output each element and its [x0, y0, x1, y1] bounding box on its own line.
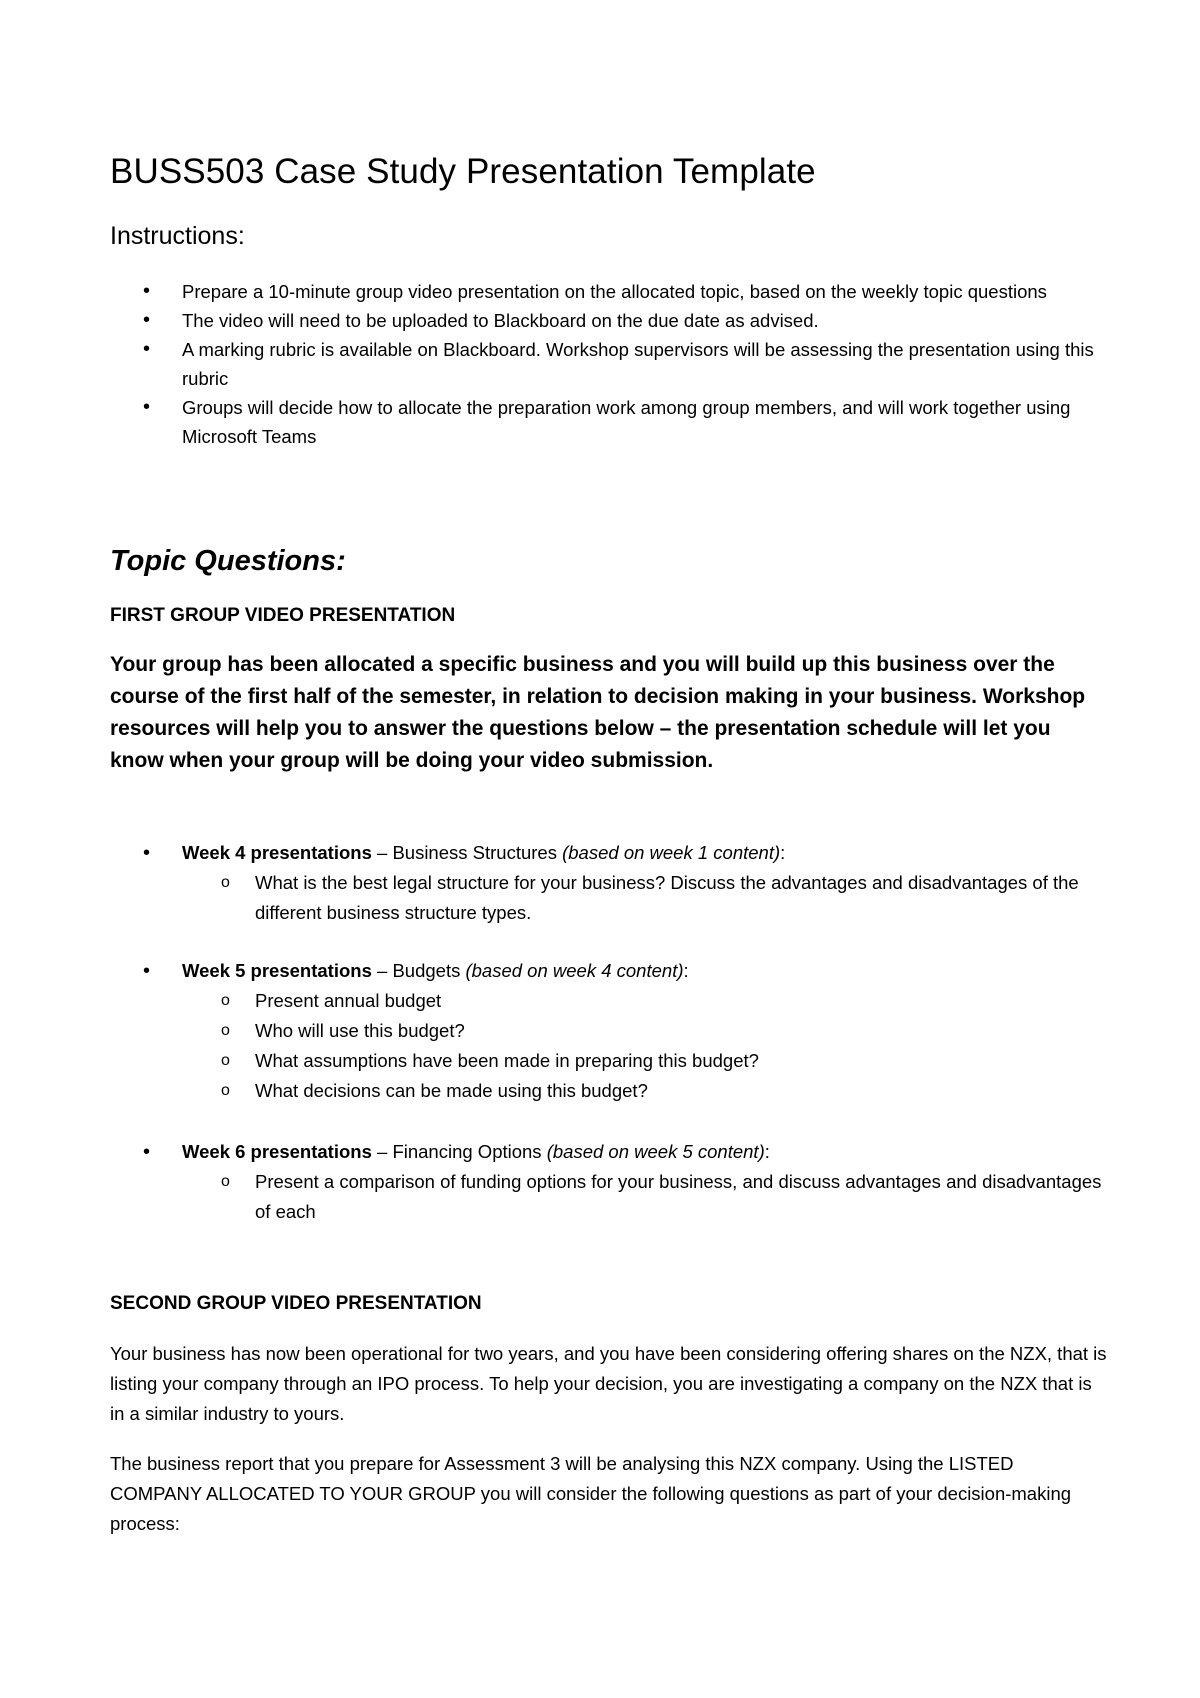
second-presentation-paragraph-2: The business report that you prepare for Assessment 3 will be analysing this NZX company. Using the LISTED COMPANY ALLOCATED TO YOUR GROUP you will consider the following questions as part of your decision-making process: — [110, 1453, 1072, 1534]
second-presentation-heading: SECOND GROUP VIDEO PRESENTATION — [110, 1293, 482, 1314]
week-5-topic: – Budgets — [371, 960, 466, 981]
week-4-label: Week 4 presentations — [182, 842, 372, 863]
week-6-colon: : — [764, 1141, 770, 1162]
week-5-questions — [182, 986, 1110, 1106]
instruction-item: • Prepare a 10-minute group video presentation on the allocated topic, based on the weekly topic questions — [110, 277, 1110, 306]
question-item: o Who will use this budget? — [182, 1016, 1110, 1046]
week-4-section — [110, 838, 1110, 928]
week-6-questions — [182, 1167, 1110, 1227]
week-5-section — [110, 956, 1110, 1106]
question-item: o What is the best legal structure for your business? Discuss the advantages and disadvantages of the different business structure types. — [182, 868, 1110, 928]
first-presentation-heading: FIRST GROUP VIDEO PRESENTATION — [110, 605, 456, 626]
week-5-colon: : — [683, 960, 689, 981]
week-6-section — [110, 1137, 1110, 1227]
week-6-label: Week 6 presentations — [182, 1141, 372, 1162]
week-5-label: Week 5 presentations — [182, 960, 372, 981]
question-item: o What assumptions have been made in preparing this budget? — [182, 1046, 1110, 1076]
instruction-item: • Groups will decide how to allocate the preparation work among group members, and will work together using Microsoft Teams — [110, 393, 1110, 451]
instruction-item: • The video will need to be uploaded to Blackboard on the due date as advised. — [110, 306, 1110, 335]
second-presentation-paragraph-1: Your business has now been operational for two years, and you have been considering offering shares on the NZX, that is listing your company through an IPO process. To help your decision, you are investigating a company on the NZX that is in a similar industry to yours. — [110, 1343, 1107, 1424]
week-6-basis: (based on week 5 content) — [546, 1141, 765, 1162]
week-4-questions — [182, 868, 1110, 928]
question-item: o Present annual budget — [182, 986, 1110, 1016]
week-5-basis: (based on week 4 content) — [465, 960, 684, 981]
week-4-item — [110, 838, 1110, 928]
week-4-colon: : — [780, 842, 786, 863]
week-6-item — [110, 1137, 1110, 1227]
week-6-topic: – Financing Options — [371, 1141, 547, 1162]
question-item: o What decisions can be made using this budget? — [182, 1076, 1110, 1106]
instructions-heading: Instructions: — [110, 222, 245, 250]
question-item: o Present a comparison of funding options for your business, and discuss advantages and disadvantages of each — [182, 1167, 1110, 1227]
document-title: BUSS503 Case Study Presentation Template — [110, 152, 816, 191]
instructions-list — [110, 277, 1110, 451]
week-4-basis: (based on week 1 content) — [562, 842, 781, 863]
first-presentation-intro: Your group has been allocated a specific business and you will build up this business over the course of the first half of the semester, in relation to decision making in your business. Workshop resources will help you to answer the questions below – the presentation schedule will let you know when your group will be doing your video submission. — [110, 653, 1086, 772]
topic-questions-heading: Topic Questions: — [110, 545, 346, 577]
week-4-topic: – Business Structures — [371, 842, 563, 863]
week-5-item — [110, 956, 1110, 1106]
instruction-item: • A marking rubric is available on Blackboard. Workshop supervisors will be assessing the presentation using this rubric — [110, 335, 1110, 393]
